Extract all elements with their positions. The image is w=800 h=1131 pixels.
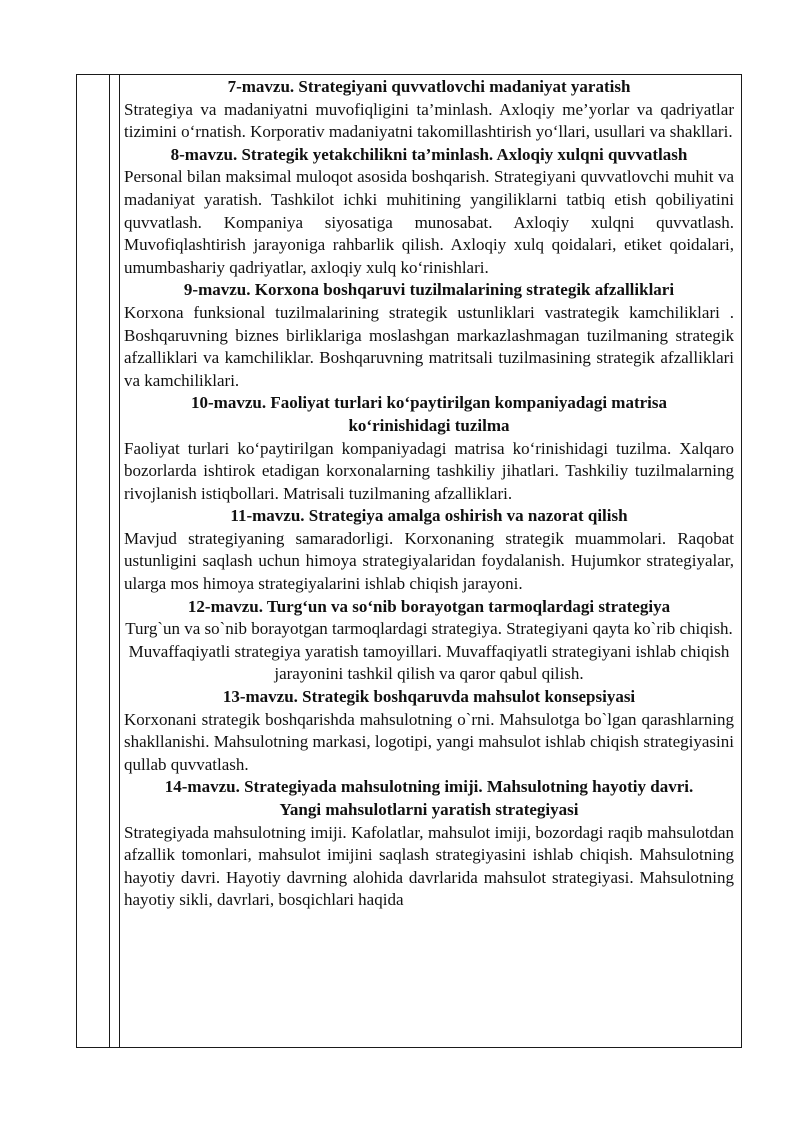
topic-description: Korxonani strategik boshqarishda mahsulotning o`rni. Mahsulotga bo`lgan qarashlarning shakllanishi. Mahsulotning markasi, logotipi, yangi mahsulot ishlab chiqish strategiyasini qullab quvvatlash. (124, 709, 734, 774)
topic-description: Personal bilan maksimal muloqot asosida boshqarish. Strategiyani quvvatlovchi muhit va madaniyat yaratish. Tashkilot ichki muhitining yangiliklarni tatbiq etish qobiliyatini quvvatlash. Kompaniya siyosatiga munosabat. Axloqiy xulqni quvvatlash. Muvofiqlashtirish jarayoniga rahbarlik qilish. Axloqiy xulq qoidalari, etiket qoidalari, umumbashariy qadriyatlar, axloqiy xulq ko‘rinishlari. (124, 167, 734, 277)
topic-description: Turg`un va so`nib borayotgan tarmoqlardagi strategiya. Strategiyani qayta ko`rib chiqish. Muvaffaqiyatli strategiya yaratish tamoyillari. Muvaffaqiyatli strategiyani ishlab chiqish jarayonini tashkil qilish va qaror qabul qilish. (125, 619, 733, 684)
topic-heading: 7-mavzu. Strategiyani quvvatlovchi madaniyat yaratish (227, 77, 631, 96)
topic-heading: 8-mavzu. Strategik yetakchilikni ta’minlash. Axloqiy xulqni quvvatlash (170, 144, 688, 164)
column-divider (119, 75, 120, 1047)
topic-description: Mavjud strategiyaning samaradorligi. Korxonaning strategik muammolari. Raqobat ustunligini saqlash uchun himoya strategiyalaridan foydalanish. Hujumkor strategiyalar, ularga mos himoya strategiyalarini ishlab chiqish jarayoni. (124, 528, 734, 594)
topic-heading: 9-mavzu. Korxona boshqaruvi tuzilmalarining strategik afzalliklari (183, 280, 675, 300)
topic-heading: 12-mavzu. Turg‘un va so‘nib borayotgan tarmoqlardagi strategiya (187, 596, 671, 616)
topics-content (124, 76, 734, 1046)
topic-description: Faoliyat turlari ko‘paytirilgan kompaniyadagi matrisa ko‘rinishidagi tuzilma. Xalqaro bozorlarda ishtirok etadigan korxonalarning tashkiliy jihatlari. Tashkiliy tuzilmalarning rivojlanish istiqbollari. Matrisali tuzilmaning afzalliklari. (124, 438, 734, 503)
column-divider (109, 75, 110, 1047)
topic-heading: 11-mavzu. Strategiya amalga oshirish va nazorat qilish (230, 506, 628, 526)
topic-description: Strategiya va madaniyatni muvofiqligini ta’minlash. Axloqiy me’yorlar va qadriyatlar tizimini o‘rnatish. Korporativ madaniyatni takomillashtirish yo‘llari, usullari va shakllari. (124, 99, 734, 142)
topic-heading: 10-mavzu. Faoliyat turlari ko‘paytirilgan kompaniyadagi matrisa (191, 393, 667, 413)
topic-description: Korxona funksional tuzilmalarining strategik ustunliklari vastrategik kamchiliklari . Boshqaruvning biznes birliklariga moslashgan markazlashmagan tuzilmaning strategik afzalliklari va kamchiliklar. Boshqaruvning matritsali tuzilmasining strategik afzalliklari va kamchiliklari. (124, 302, 734, 390)
topic-heading: 14-mavzu. Strategiyada mahsulotning imiji. Mahsulotning hayotiy davri. (164, 777, 694, 797)
topic-heading: Yangi mahsulotlarni yaratish strategiyasi (279, 800, 579, 819)
topic-heading: 13-mavzu. Strategik boshqaruvda mahsulot konsepsiyasi (222, 687, 636, 707)
topic-description: Strategiyada mahsulotning imiji. Kafolatlar, mahsulot imiji, bozordagi raqib mahsulotdan afzallik tomonlari, mahsulot imijini saqlash strategiyasini ishlab chiqish. Mahsulotning hayotiy davri. Hayotiy davrning alohida davrlarida mahsulot strategiyasi. Mahsulotning hayotiy sikli, davrlari, bosqichlari haqida (124, 822, 734, 910)
topic-heading: ko‘rinishidagi tuzilma (348, 415, 510, 435)
